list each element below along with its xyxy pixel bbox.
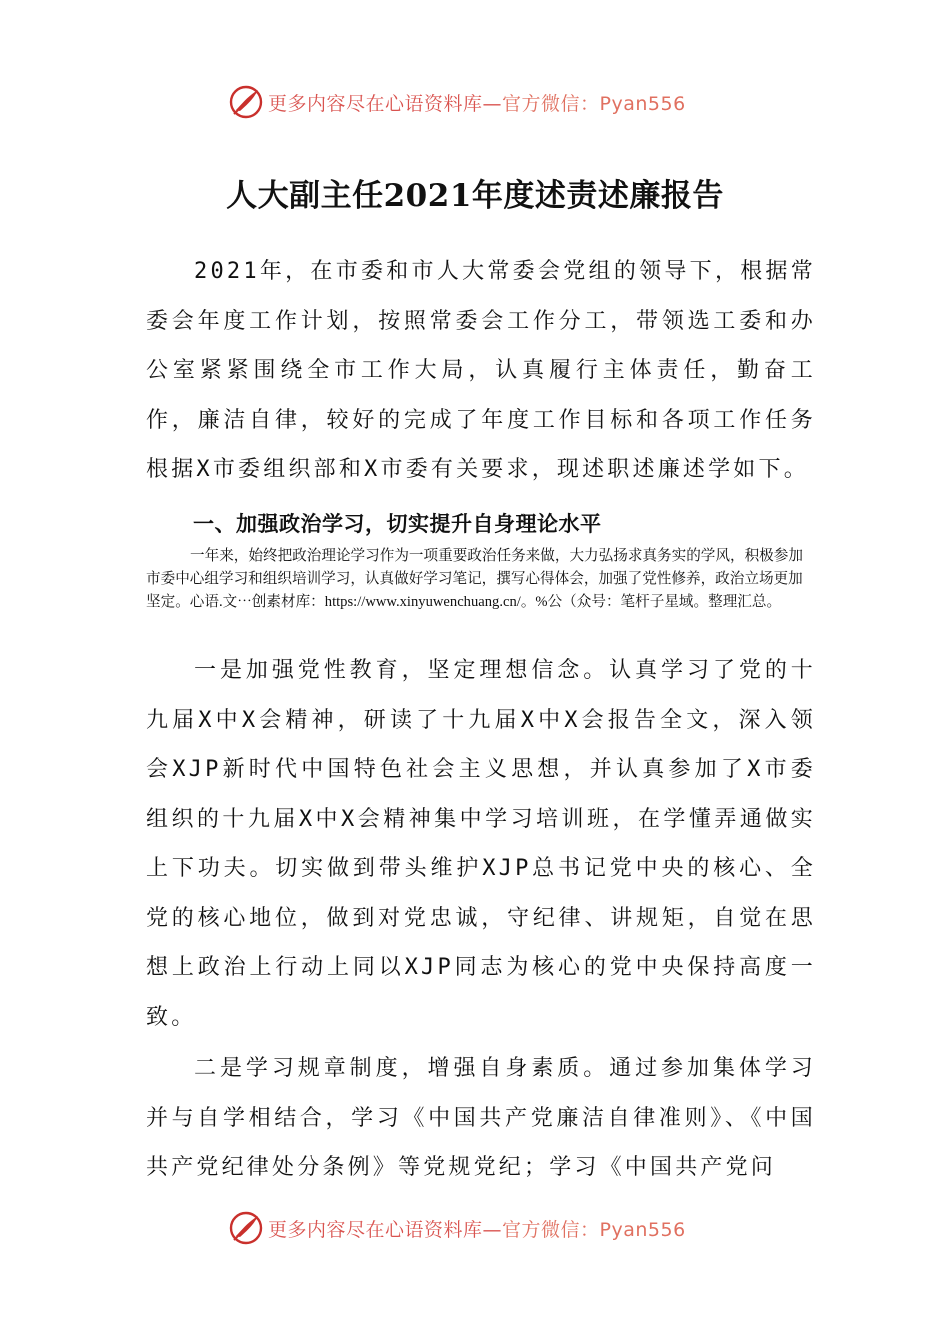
banner-text: 更多内容尽在心语资料库—官方微信：Pyan556 xyxy=(268,92,686,115)
small-paragraph: 一年来，始终把政治理论学习作为一项重要政治任务来做，大力弘扬求真务实的学风，积极参加市委中心组学习和组织培训学习，认真做好学习笔记，撰写心得体会，加强了党性修养，政治立场更加坚定。心语.文⋯创素材库：https://www.xinyuwenchuang.cn/。%公（众号：笔杆子星域。整理汇总。 xyxy=(146,548,803,610)
footer-banner xyxy=(228,1208,748,1248)
quill-pen-logo-icon xyxy=(228,1210,264,1246)
paragraph-1-section xyxy=(146,646,816,1042)
document-title: 人大副主任2021年度述责述廉报告 xyxy=(226,178,724,214)
intro-section xyxy=(146,247,816,495)
section-heading: 一、加强政治学习，切实提升自身理论水平 xyxy=(193,512,602,536)
quill-pen-logo-icon xyxy=(228,84,264,120)
paragraph-2: 二是学习规章制度，增强自身素质。通过参加集体学习并与自学相结合，学习《中国共产党廉洁自律准则》、《中国共产党纪律处分条例》等党规党纪；学习《中国共产党问 xyxy=(146,1056,816,1180)
paragraph-2-section xyxy=(146,1044,816,1193)
paragraph-1: 一是加强党性教育，坚定理想信念。认真学习了党的十九届X中X会精神，研读了十九届X中X会报告全文，深入领会XJP新时代中国特色社会主义思想，并认真参加了X市委组织的十九届X中X会精神集中学习培训班，在学懂弄通做实上下功夫。切实做到带头维护XJP总书记党中央的核心、全党的核心地位，做到对党忠诚，守纪律、讲规矩，自觉在思想上政治上行动上同以XJP同志为核心的党中央保持高度一致。 xyxy=(146,658,816,1030)
intro-paragraph: 2021年，在市委和市人大常委会党组的领导下，根据常委会年度工作计划，按照常委会工作分工，带领选工委和办公室紧紧围绕全市工作大局，认真履行主体责任，勤奋工作，廉洁自律，较好的完成了年度工作目标和各项工作任务根据X市委组织部和X市委有关要求，现述职述廉述学如下。 xyxy=(146,259,816,482)
banner-text: 更多内容尽在心语资料库—官方微信：Pyan556 xyxy=(268,1218,686,1241)
header-banner xyxy=(228,82,748,122)
